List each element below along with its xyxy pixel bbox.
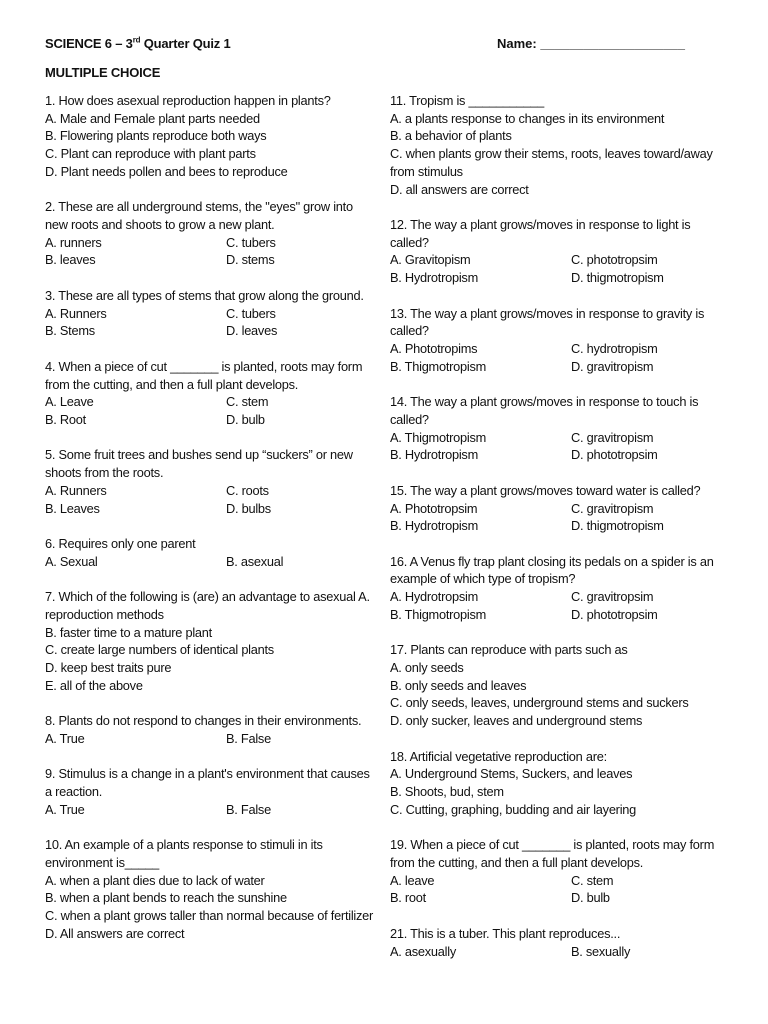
title-prefix: SCIENCE 6 – 3 bbox=[45, 36, 133, 51]
answer-option: B. Hydrotropism bbox=[390, 447, 478, 463]
answer-option: A. Sexual bbox=[45, 553, 98, 569]
answer-option-row bbox=[45, 251, 380, 269]
answer-option-row bbox=[390, 889, 730, 907]
question-stem: 14. The way a plant grows/moves in response to touch is bbox=[390, 394, 699, 410]
answer-option-row bbox=[390, 269, 730, 287]
question-stem: 9. Stimulus is a change in a plant's environment that causes bbox=[45, 766, 370, 782]
question bbox=[390, 393, 730, 464]
answer-option: B. Leaves bbox=[45, 500, 100, 516]
question-stem: 3. These are all types of stems that grow along the ground. bbox=[45, 287, 364, 303]
answer-option: B. when a plant bends to reach the sunshine bbox=[45, 890, 287, 906]
quiz-header bbox=[45, 36, 725, 56]
answer-option: D. all answers are correct bbox=[390, 181, 529, 197]
answer-option: B. root bbox=[390, 890, 426, 906]
question-stem: 8. Plants do not respond to changes in their environments. bbox=[45, 713, 362, 729]
answer-option: C. gravitropsim bbox=[571, 589, 654, 605]
answer-option: A. Runners bbox=[45, 305, 107, 321]
answer-option: D. phototropsim bbox=[571, 447, 658, 463]
question-stem: example of which type of tropism? bbox=[390, 571, 576, 587]
question-stem: called? bbox=[390, 234, 429, 250]
name-field-label: Name: ____________________ bbox=[497, 36, 685, 51]
answer-option: B. Stems bbox=[45, 323, 95, 339]
answer-option: A. asexually bbox=[390, 943, 456, 959]
answer-option-row bbox=[45, 500, 380, 518]
question-stem: 2. These are all underground stems, the "eyes" grow into bbox=[45, 199, 353, 215]
question bbox=[390, 92, 730, 198]
question-stem: 4. When a piece of cut _______ is planted, roots may form bbox=[45, 358, 363, 374]
answer-option-row bbox=[390, 446, 730, 464]
answer-option: A. Hydrotropsim bbox=[390, 589, 478, 605]
question-stem: shoots from the roots. bbox=[45, 465, 164, 481]
question bbox=[390, 641, 730, 730]
answer-option: C. Plant can reproduce with plant parts bbox=[45, 146, 256, 162]
answer-option: A. only seeds bbox=[390, 660, 464, 676]
question-stem: 15. The way a plant grows/moves toward water is called? bbox=[390, 482, 701, 498]
answer-option-row bbox=[45, 322, 380, 340]
answer-option: B. Hydrotropism bbox=[390, 518, 478, 534]
answer-option: A. leave bbox=[390, 872, 435, 888]
answer-option: from stimulus bbox=[390, 163, 463, 179]
question-stem: 1. How does asexual reproduction happen in plants? bbox=[45, 93, 331, 108]
answer-option: A. when a plant dies due to lack of water bbox=[45, 872, 265, 888]
question-stem: 21. This is a tuber. This plant reproduces... bbox=[390, 925, 621, 941]
answer-option: B. Flowering plants reproduce both ways bbox=[45, 128, 267, 144]
answer-option-row bbox=[390, 429, 730, 447]
question-stem: 18. Artificial vegetative reproduction are: bbox=[390, 748, 607, 764]
answer-option: B. a behavior of plants bbox=[390, 128, 512, 144]
question-stem: from the cutting, and then a full plant develops. bbox=[45, 376, 299, 392]
answer-option-row bbox=[45, 730, 380, 748]
question-stem: called? bbox=[390, 323, 429, 339]
answer-option-row bbox=[390, 358, 730, 376]
question bbox=[45, 535, 380, 570]
answer-option: C. phototropsim bbox=[571, 252, 658, 268]
question bbox=[45, 358, 380, 429]
answer-option: B. only seeds and leaves bbox=[390, 677, 527, 693]
answer-option-row bbox=[390, 517, 730, 535]
quiz-title bbox=[45, 36, 231, 51]
question bbox=[45, 588, 380, 694]
question-stem: new roots and shoots to grow a new plant. bbox=[45, 217, 275, 233]
answer-option: C. only seeds, leaves, underground stems and suckers bbox=[390, 695, 689, 711]
answer-option: A. Underground Stems, Suckers, and leaves bbox=[390, 766, 633, 782]
answer-option: D. gravitropism bbox=[571, 358, 654, 374]
answer-option-row bbox=[390, 251, 730, 269]
answer-option: C. stem bbox=[571, 872, 614, 888]
answer-option: D. bulb bbox=[226, 411, 265, 427]
answer-option: D. only sucker, leaves and underground stems bbox=[390, 713, 643, 729]
answer-option: D. bulbs bbox=[226, 500, 271, 516]
section-title: MULTIPLE CHOICE bbox=[45, 65, 161, 80]
question-stem: from the cutting, and then a full plant develops. bbox=[390, 854, 644, 870]
answer-option: E. all of the above bbox=[45, 677, 143, 693]
answer-option: A. True bbox=[45, 801, 85, 817]
answer-option: D. bulb bbox=[571, 890, 610, 906]
question bbox=[390, 925, 730, 960]
answer-option-row bbox=[45, 393, 380, 411]
question-stem: 6. Requires only one parent bbox=[45, 536, 196, 552]
answer-option-row bbox=[45, 305, 380, 323]
answer-option: C. create large numbers of identical plants bbox=[45, 642, 274, 658]
question-stem: 11. Tropism is ___________ bbox=[390, 93, 545, 108]
question-stem: environment is_____ bbox=[45, 855, 160, 871]
question-stem: 10. An example of a plants response to stimuli in its bbox=[45, 837, 323, 853]
answer-option: B. Thigmotropism bbox=[390, 358, 487, 374]
answer-option: D. stems bbox=[226, 252, 275, 268]
question bbox=[45, 92, 380, 181]
question-stem: 17. Plants can reproduce with parts such as bbox=[390, 642, 628, 658]
question-stem: 16. A Venus fly trap plant closing its pedals on a spider is an bbox=[390, 553, 714, 569]
answer-option: A. Runners bbox=[45, 482, 107, 498]
answer-option: C. gravitropism bbox=[571, 500, 654, 516]
question bbox=[45, 765, 380, 818]
question bbox=[45, 446, 380, 517]
question bbox=[390, 305, 730, 376]
question bbox=[45, 198, 380, 269]
question-stem: 12. The way a plant grows/moves in response to light is bbox=[390, 217, 691, 233]
answer-option: D. keep best traits pure bbox=[45, 660, 172, 676]
answer-option: A. True bbox=[45, 730, 85, 746]
answer-option: A. Male and Female plant parts needed bbox=[45, 110, 260, 126]
answer-option: D. thigmotropism bbox=[571, 518, 664, 534]
answer-option: C. roots bbox=[226, 482, 269, 498]
question bbox=[45, 287, 380, 340]
answer-option: C. tubers bbox=[226, 305, 276, 321]
answer-option-row bbox=[390, 340, 730, 358]
answer-option-row bbox=[390, 500, 730, 518]
question bbox=[390, 836, 730, 907]
answer-option: B. Shoots, bud, stem bbox=[390, 784, 504, 800]
answer-option: B. leaves bbox=[45, 252, 96, 268]
answer-option-row bbox=[390, 588, 730, 606]
answer-option: D. thigmotropism bbox=[571, 270, 664, 286]
answer-option: C. when a plant grows taller than normal because of fertilizer bbox=[45, 908, 374, 924]
answer-option: B. Hydrotropism bbox=[390, 270, 478, 286]
answer-option: A. Thigmotropism bbox=[390, 429, 487, 445]
answer-option: A. a plants response to changes in its environment bbox=[390, 110, 665, 126]
answer-option: D. leaves bbox=[226, 323, 278, 339]
answer-option: B. sexually bbox=[571, 943, 631, 959]
answer-option: B. Thigmotropism bbox=[390, 606, 487, 622]
question bbox=[390, 748, 730, 819]
answer-option: A. runners bbox=[45, 234, 102, 250]
answer-option: D. phototropsim bbox=[571, 606, 658, 622]
answer-option-row bbox=[390, 606, 730, 624]
answer-option: B. faster time to a mature plant bbox=[45, 624, 212, 640]
answer-option: D. Plant needs pollen and bees to reproduce bbox=[45, 163, 288, 179]
answer-option-row bbox=[45, 553, 380, 571]
answer-option: C. hydrotropism bbox=[571, 341, 658, 357]
question-stem: 13. The way a plant grows/moves in response to gravity is bbox=[390, 305, 705, 321]
answer-option: C. gravitropism bbox=[571, 429, 654, 445]
answer-option: B. False bbox=[226, 801, 271, 817]
title-suffix: Quarter Quiz 1 bbox=[140, 36, 231, 51]
question bbox=[390, 482, 730, 535]
answer-option-row bbox=[390, 872, 730, 890]
answer-option: A. Leave bbox=[45, 394, 94, 410]
answer-option: A. Gravitopism bbox=[390, 252, 471, 268]
answer-option-row bbox=[390, 943, 730, 961]
answer-option-row bbox=[45, 411, 380, 429]
question-stem: a reaction. bbox=[45, 784, 103, 800]
question-stem: reproduction methods bbox=[45, 606, 164, 622]
answer-option: A. Phototropsim bbox=[390, 500, 478, 516]
answer-option: B. False bbox=[226, 730, 271, 746]
question-stem: 5. Some fruit trees and bushes send up “suckers” or new bbox=[45, 447, 353, 463]
left-column bbox=[45, 92, 380, 960]
question-stem: 7. Which of the following is (are) an advantage to asexual A. bbox=[45, 589, 370, 605]
question-stem: 19. When a piece of cut _______ is planted, roots may form bbox=[390, 837, 715, 853]
answer-option-row bbox=[45, 801, 380, 819]
answer-option: B. asexual bbox=[226, 553, 284, 569]
title-superscript: rd bbox=[132, 35, 141, 45]
question bbox=[390, 216, 730, 287]
answer-option: C. Cutting, graphing, budding and air layering bbox=[390, 801, 637, 817]
answer-option-row bbox=[45, 234, 380, 252]
question bbox=[390, 553, 730, 624]
answer-option: C. stem bbox=[226, 394, 269, 410]
answer-option-row bbox=[45, 482, 380, 500]
answer-option: A. Phototropims bbox=[390, 341, 478, 357]
question bbox=[45, 836, 380, 942]
answer-option: B. Root bbox=[45, 411, 86, 427]
answer-option: C. tubers bbox=[226, 234, 276, 250]
answer-option: D. All answers are correct bbox=[45, 925, 185, 941]
answer-option: C. when plants grow their stems, roots, leaves toward/away bbox=[390, 146, 713, 162]
question-stem: called? bbox=[390, 411, 429, 427]
right-column bbox=[390, 92, 730, 978]
question bbox=[45, 712, 380, 747]
